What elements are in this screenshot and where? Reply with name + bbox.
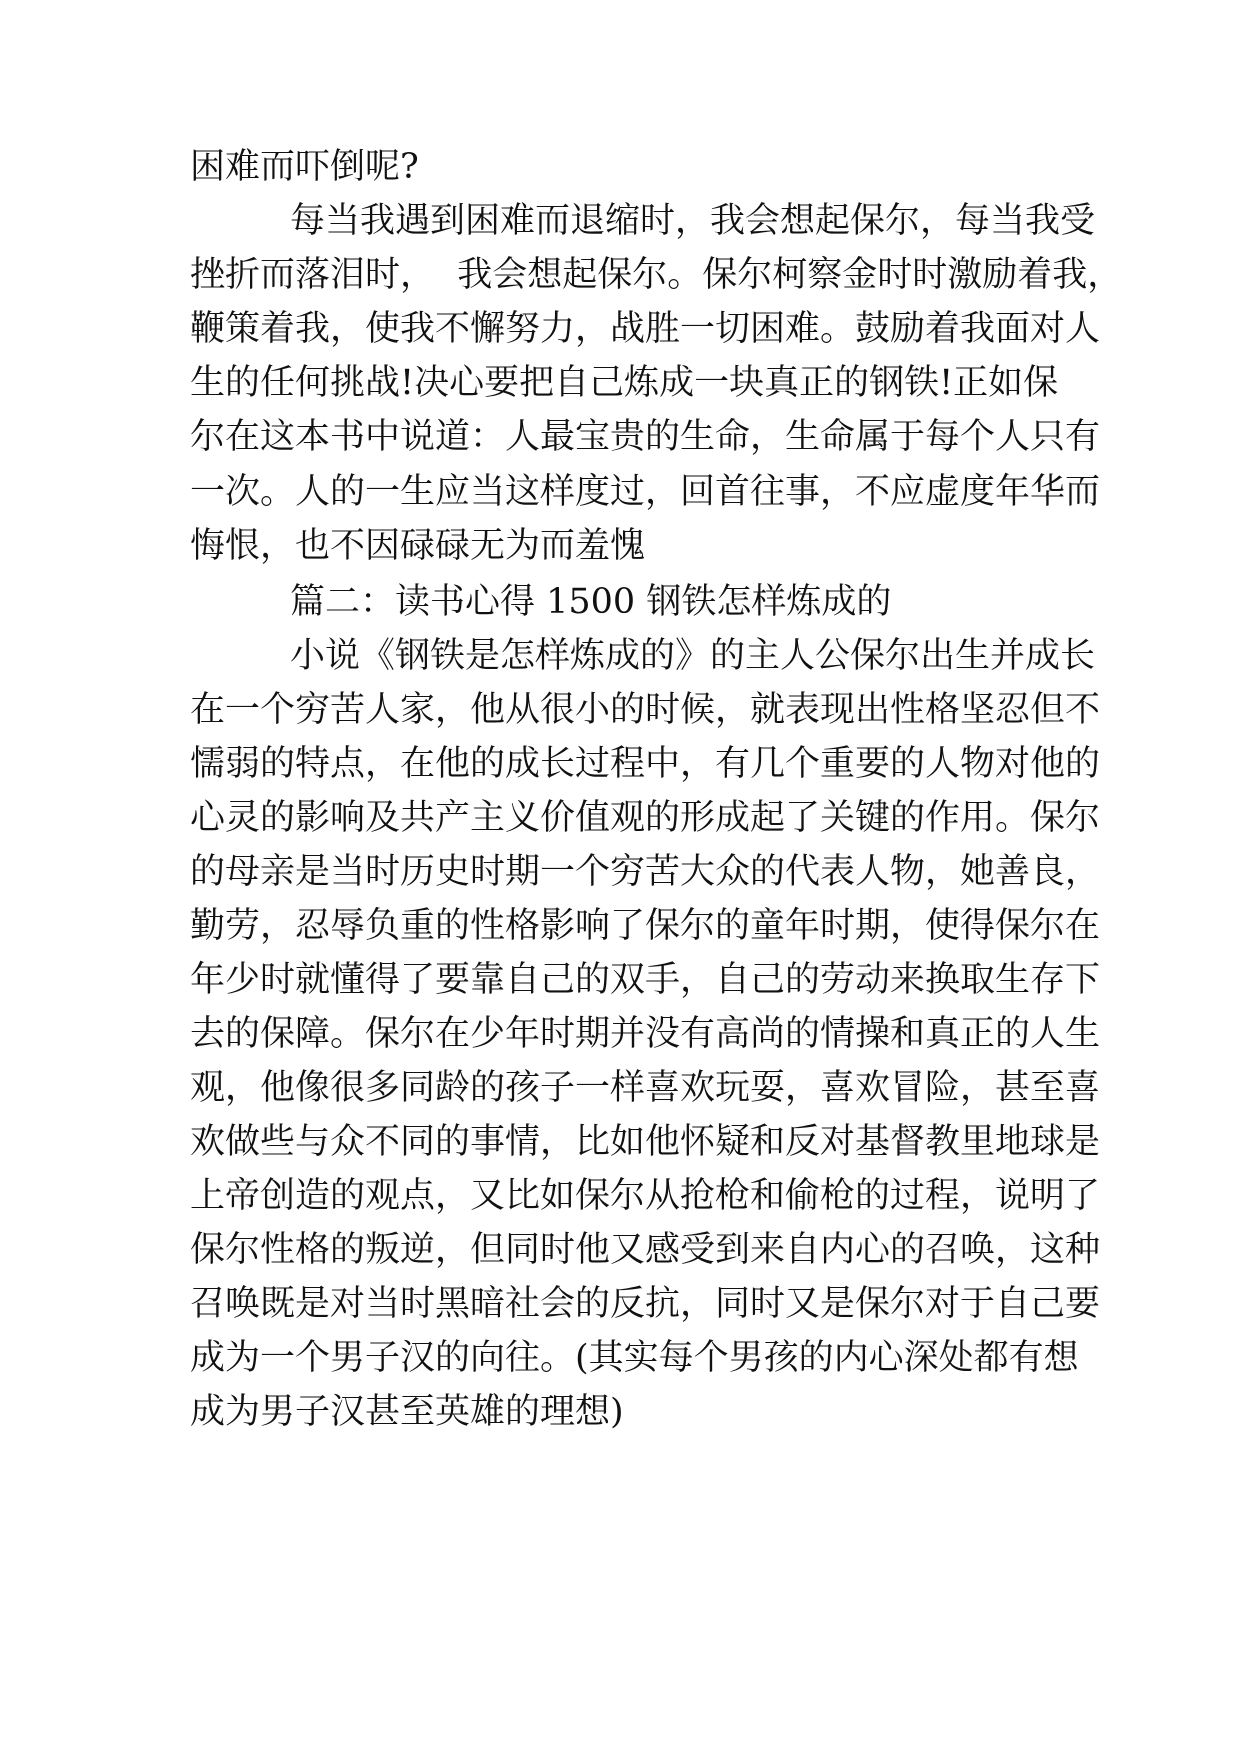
text-line: 每当我遇到困难而退缩时，我会想起保尔，每当我受 [290,201,1096,241]
text-line: 观，他像很多同龄的孩子一样喜欢玩耍，喜欢冒险，甚至喜 [190,1068,1101,1108]
text-line: 成为一个男子汉的向往。(其实每个男孩的内心深处都有想 [190,1338,1079,1378]
text-line: 年少时就懂得了要靠自己的双手，自己的劳动来换取生存下 [190,960,1101,1000]
section-heading: 篇二：读书心得 1500 钢铁怎样炼成的 [290,582,892,622]
text-line: 生的任何挑战!决心要把自己炼成一块真正的钢铁!正如保 [190,363,1059,403]
text-line: 召唤既是对当时黑暗社会的反抗，同时又是保尔对于自己要 [190,1284,1101,1324]
text-line: 勤劳，忍辱负重的性格影响了保尔的童年时期，使得保尔在 [190,906,1101,946]
text-line: 尔在这本书中说道：人最宝贵的生命，生命属于每个人只有 [190,417,1101,457]
text-line: 在一个穷苦人家，他从很小的时候，就表现出性格坚忍但不 [190,690,1101,730]
text-line: 挫折而落泪时， 我会想起保尔。保尔柯察金时时激励着我， [190,255,1123,295]
text-line: 懦弱的特点，在他的成长过程中，有几个重要的人物对他的 [190,744,1101,784]
text-line: 欢做些与众不同的事情，比如他怀疑和反对基督教里地球是 [190,1122,1101,1162]
text-line: 一次。人的一生应当这样度过，回首往事，不应虚度年华而 [190,472,1101,512]
text-line: 悔恨，也不因碌碌无为而羞愧 [190,526,646,566]
text-line: 心灵的影响及共产主义价值观的形成起了关键的作用。保尔 [190,798,1101,838]
text-line: 去的保障。保尔在少年时期并没有高尚的情操和真正的人生 [190,1014,1101,1054]
text-line: 保尔性格的叛逆，但同时他又感受到来自内心的召唤，这种 [190,1230,1101,1270]
text-line: 困难而吓倒呢? [190,147,419,187]
text-line: 的母亲是当时历史时期一个穷苦大众的代表人物，她善良， [190,852,1101,892]
text-line: 上帝创造的观点，又比如保尔从抢枪和偷枪的过程，说明了 [190,1176,1101,1216]
text-line: 鞭策着我，使我不懈努力，战胜一切困难。鼓励着我面对人 [190,309,1101,349]
text-line: 成为男子汉甚至英雄的理想) [190,1392,624,1432]
text-line: 小说《钢铁是怎样炼成的》的主人公保尔出生并成长 [290,636,1096,676]
